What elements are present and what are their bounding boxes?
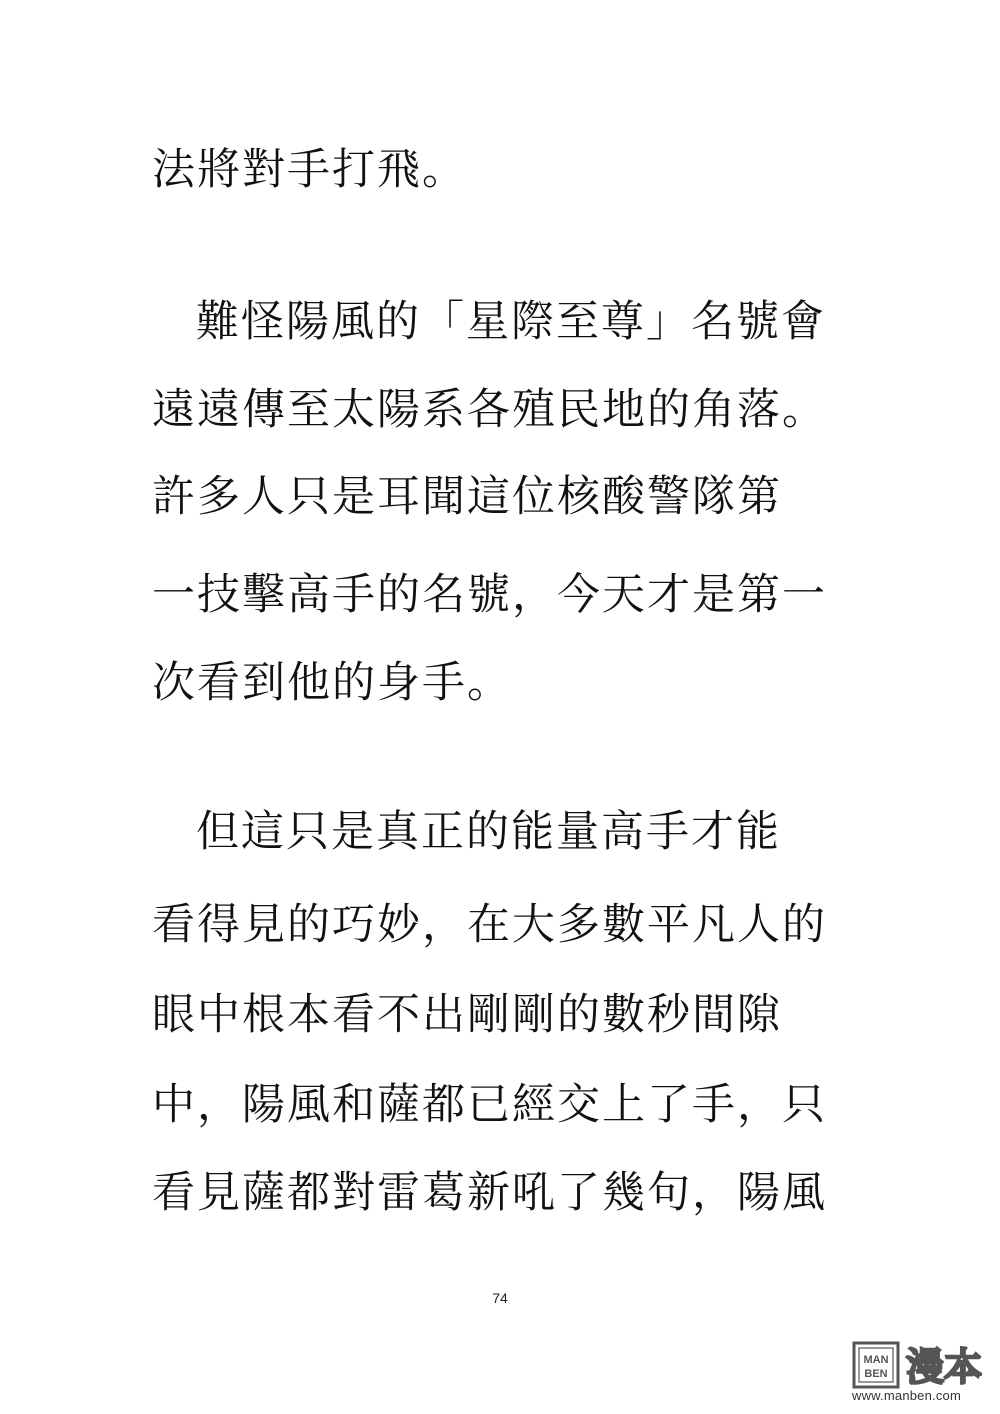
svg-text:MAN: MAN [863, 1354, 889, 1366]
text-line: 許多人只是耳聞這位核酸警隊第 [152, 472, 782, 522]
text-line: 難怪陽風的「星際至尊」名號會 [196, 297, 826, 347]
text-line: 一技擊高手的名號，今天才是第一 [152, 570, 827, 620]
manben-watermark [852, 1340, 992, 1406]
watermark-url: www.manben.com [852, 1388, 962, 1403]
manben-logo-icon [852, 1340, 990, 1390]
svg-text:BEN: BEN [864, 1368, 888, 1380]
svg-text:漫本: 漫本 [905, 1345, 983, 1389]
text-line: 法將對手打飛。 [152, 145, 467, 195]
page-number: 74 [492, 1290, 508, 1306]
text-line: 看見薩都對雷葛新吼了幾句，陽風 [152, 1168, 827, 1218]
text-line: 看得見的巧妙，在大多數平凡人的 [152, 900, 827, 950]
text-line: 中，陽風和薩都已經交上了手，只 [152, 1080, 827, 1130]
text-line: 眼中根本看不出剛剛的數秒間隙 [152, 990, 782, 1040]
text-line: 遠遠傳至太陽系各殖民地的角落。 [152, 385, 827, 435]
text-line: 次看到他的身手。 [152, 658, 512, 708]
text-line: 但這只是真正的能量高手才能 [196, 807, 781, 857]
